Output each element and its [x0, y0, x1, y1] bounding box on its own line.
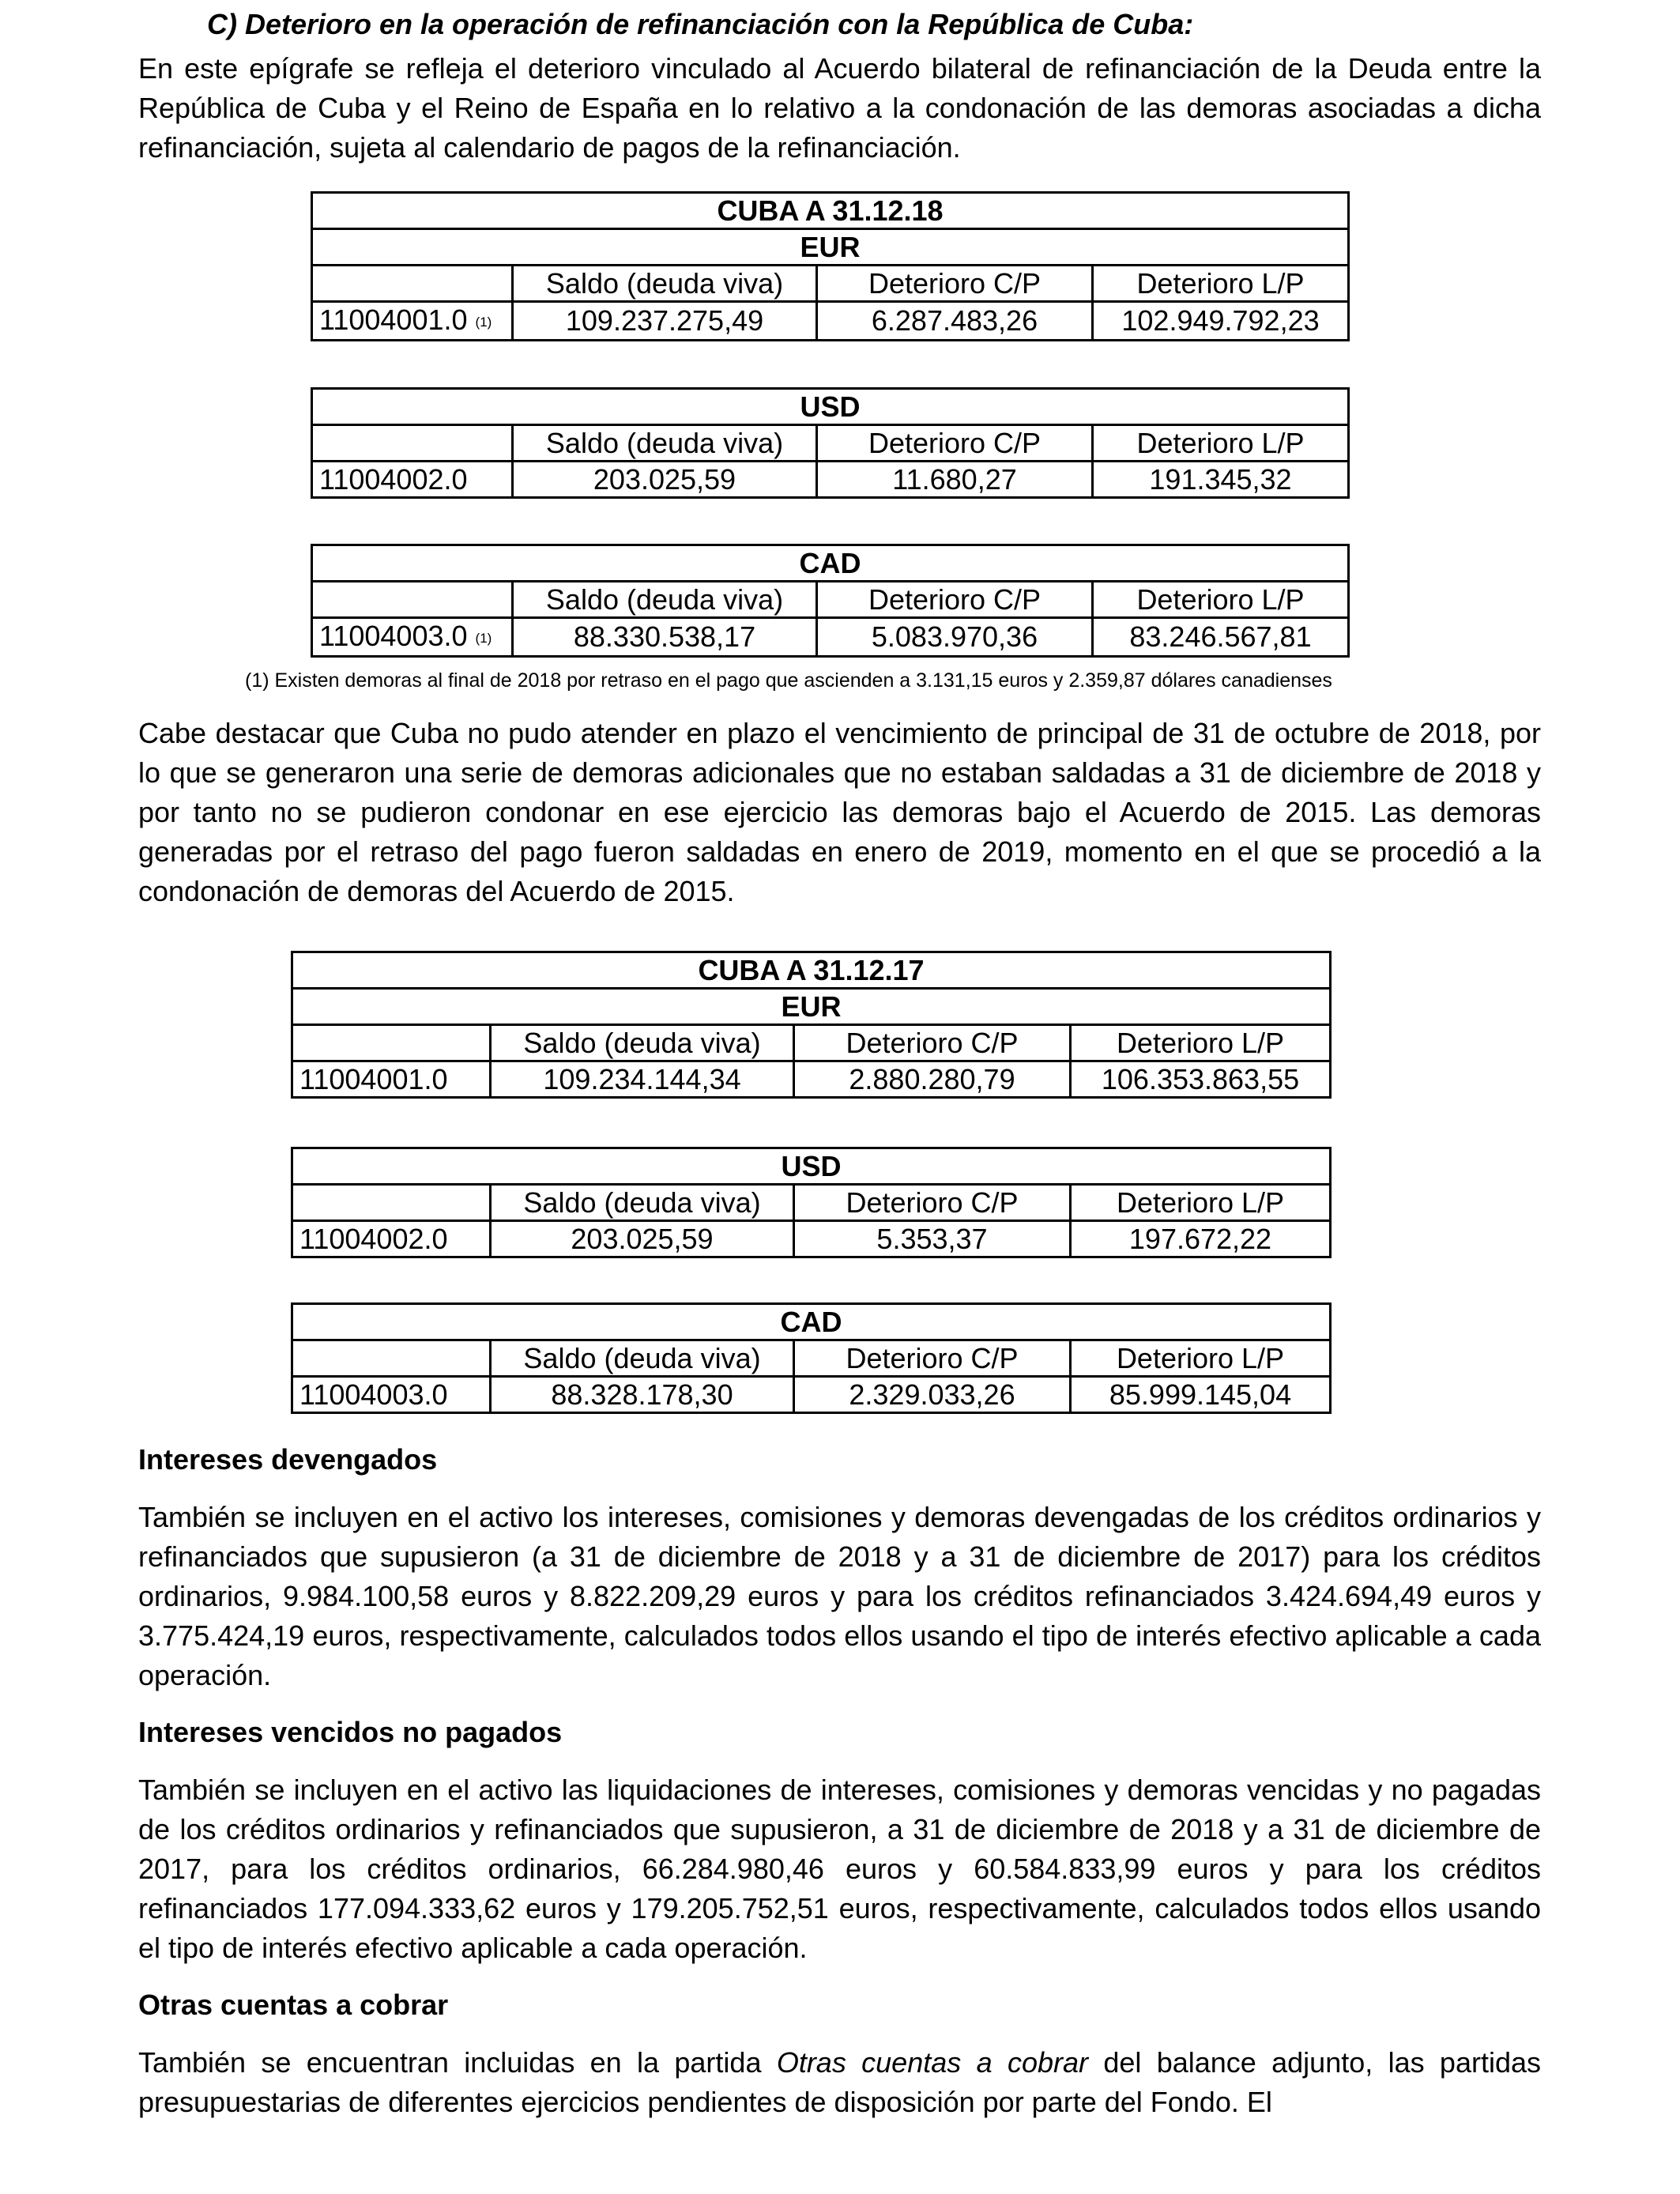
empty-header-cell: [312, 266, 513, 302]
column-header-deterioro-cp: Deterioro C/P: [794, 1185, 1071, 1221]
column-header-deterioro-cp: Deterioro C/P: [794, 1340, 1071, 1377]
paragraph-cuba-delay: Cabe destacar que Cuba no pudo atender en plazo el vencimiento de principal de 31 de octubre de 2018, por lo que se generaron una serie de demoras adicionales que no estaban saldadas a 31 de diciembre de 2018 y por tanto no se pudieron condonar en ese ejercicio las demoras bajo el Acuerdo de 2015. Las demoras generadas por el retraso del pago fueron saldadas en enero de 2019, momento en el que se procedió a la condonación de demoras del Acuerdo de 2015.: [138, 717, 1541, 907]
section-c-intro: En este epígrafe se refleja el deterioro vinculado al Acuerdo bilateral de refinanciación de la Deuda entre la República de Cuba y el Reino de España en lo relativo a la condonación de las demoras asociadas a dicha refinanciación, sujeta al calendario de pagos de la refinanciación.: [138, 52, 1541, 164]
empty-header-cell: [312, 582, 513, 618]
table-row: [292, 1061, 1331, 1098]
currency-label: EUR: [292, 989, 1331, 1025]
column-header-deterioro-cp: Deterioro C/P: [817, 425, 1093, 462]
column-header-deterioro-cp: Deterioro C/P: [817, 582, 1093, 618]
deterioro-cp-value: 11.680,27: [817, 462, 1093, 498]
column-header-saldo: Saldo (deuda viva): [491, 1025, 794, 1061]
account-code: 11004001.0: [319, 303, 468, 336]
empty-header-cell: [292, 1025, 491, 1061]
intereses-vencidos-text: También se incluyen en el activo las liquidaciones de intereses, comisiones y demoras vencidas y no pagadas de los créditos ordinarios y refinanciados que supusieron, a 31 de diciembre de 2018 y a 31 de diciembre de 2017, para los créditos ordinarios, 66.284.980,46 euros y 60.584.833,99 euros y para los créditos refinanciados 177.094.333,62 euros y 179.205.752,51 euros, respectivamente, calculados todos ellos usando el tipo de interés efectivo aplicable a cada operación.: [138, 1774, 1541, 1964]
currency-label: CAD: [292, 1304, 1331, 1340]
deterioro-lp-value: 83.246.567,81: [1093, 618, 1349, 657]
otras-cuentas-text-end: del balance adjunto, las partidas presupuestarias de diferentes ejercicios pendientes de disposición por parte del Fondo. El: [138, 2046, 1542, 2118]
intereses-devengados-text: También se incluyen en el activo los intereses, comisiones y demoras devengadas de los créditos ordinarios y refinanciados que supusieron (a 31 de diciembre de 2018 y a 31 de diciembre de 2017) para los créditos ordinarios, 9.984.100,58 euros y 8.822.209,29 euros y para los créditos refinanciados 3.424.694,49 euros y 3.775.424,19 euros, respectivamente, calculados todos ellos usando el tipo de interés efectivo aplicable a cada operación.: [138, 1501, 1541, 1691]
account-code-cell: [312, 302, 513, 341]
column-header-saldo: Saldo (deuda viva): [513, 266, 817, 302]
saldo-value: 88.330.538,17: [513, 618, 817, 657]
table-2018-cad: [311, 544, 1350, 658]
table-title: CUBA A 31.12.17: [292, 952, 1331, 989]
empty-header-cell: [292, 1340, 491, 1377]
otras-cuentas-text: [138, 2043, 1541, 2122]
column-header-saldo: Saldo (deuda viva): [513, 425, 817, 462]
table-row: [312, 302, 1349, 341]
deterioro-cp-value: 5.353,37: [794, 1221, 1071, 1257]
column-header-deterioro-cp: Deterioro C/P: [794, 1025, 1071, 1061]
table-row: [312, 618, 1349, 657]
account-code: 11004003.0: [292, 1377, 491, 1413]
column-header-deterioro-lp: Deterioro L/P: [1093, 425, 1349, 462]
table-2017-usd: [291, 1147, 1332, 1258]
empty-header-cell: [292, 1185, 491, 1221]
table-row: [292, 1221, 1331, 1257]
table-footnote: (1) Existen demoras al final de 2018 por retraso en el pago que ascienden a 3.131,15 euros y 2.359,87 dólares canadienses: [245, 669, 1332, 692]
intereses-devengados-heading: Intereses devengados: [138, 1443, 438, 1476]
currency-label: CAD: [312, 545, 1349, 582]
account-code: 11004001.0: [292, 1061, 491, 1098]
table-2018-usd: [311, 387, 1350, 499]
saldo-value: 109.234.144,34: [491, 1061, 794, 1098]
table-title: CUBA A 31.12.18: [312, 193, 1349, 229]
table-row: [312, 462, 1349, 498]
deterioro-cp-value: 5.083.970,36: [817, 618, 1093, 657]
column-header-deterioro-lp: Deterioro L/P: [1071, 1340, 1331, 1377]
column-header-deterioro-lp: Deterioro L/P: [1071, 1025, 1331, 1061]
table-2018-eur: [311, 191, 1350, 341]
saldo-value: 203.025,59: [513, 462, 817, 498]
deterioro-lp-value: 191.345,32: [1093, 462, 1349, 498]
deterioro-lp-value: 197.672,22: [1071, 1221, 1331, 1257]
account-code: 11004003.0: [319, 620, 468, 652]
empty-header-cell: [312, 425, 513, 462]
deterioro-cp-value: 6.287.483,26: [817, 302, 1093, 341]
deterioro-lp-value: 102.949.792,23: [1093, 302, 1349, 341]
intereses-vencidos-heading: Intereses vencidos no pagados: [138, 1716, 563, 1748]
account-code: 11004002.0: [312, 462, 513, 498]
saldo-value: 109.237.275,49: [513, 302, 817, 341]
table-2017-eur: [291, 951, 1332, 1099]
deterioro-cp-value: 2.880.280,79: [794, 1061, 1071, 1098]
column-header-saldo: Saldo (deuda viva): [491, 1340, 794, 1377]
footnote-mark: (1): [475, 630, 492, 646]
footnote-mark: (1): [475, 314, 492, 330]
column-header-deterioro-cp: Deterioro C/P: [817, 266, 1093, 302]
account-code-cell: [312, 618, 513, 657]
column-header-saldo: Saldo (deuda viva): [513, 582, 817, 618]
deterioro-cp-value: 2.329.033,26: [794, 1377, 1071, 1413]
currency-label: USD: [292, 1148, 1331, 1185]
deterioro-lp-value: 85.999.145,04: [1071, 1377, 1331, 1413]
table-2017-cad: [291, 1302, 1332, 1414]
otras-cuentas-heading: Otras cuentas a cobrar: [138, 1989, 449, 2021]
saldo-value: 88.328.178,30: [491, 1377, 794, 1413]
otras-cuentas-text-start: También se encuentran incluidas en la partida: [138, 2046, 777, 2079]
table-row: [292, 1377, 1331, 1413]
column-header-deterioro-lp: Deterioro L/P: [1071, 1185, 1331, 1221]
saldo-value: 203.025,59: [491, 1221, 794, 1257]
column-header-deterioro-lp: Deterioro L/P: [1093, 582, 1349, 618]
column-header-saldo: Saldo (deuda viva): [491, 1185, 794, 1221]
account-code: 11004002.0: [292, 1221, 491, 1257]
currency-label: USD: [312, 389, 1349, 425]
column-header-deterioro-lp: Deterioro L/P: [1093, 266, 1349, 302]
currency-label: EUR: [312, 229, 1349, 266]
section-c-heading: C) Deterioro en la operación de refinanciación con la República de Cuba:: [207, 8, 1194, 40]
otras-cuentas-italic-term: Otras cuentas a cobrar: [776, 2046, 1088, 2079]
deterioro-lp-value: 106.353.863,55: [1071, 1061, 1331, 1098]
